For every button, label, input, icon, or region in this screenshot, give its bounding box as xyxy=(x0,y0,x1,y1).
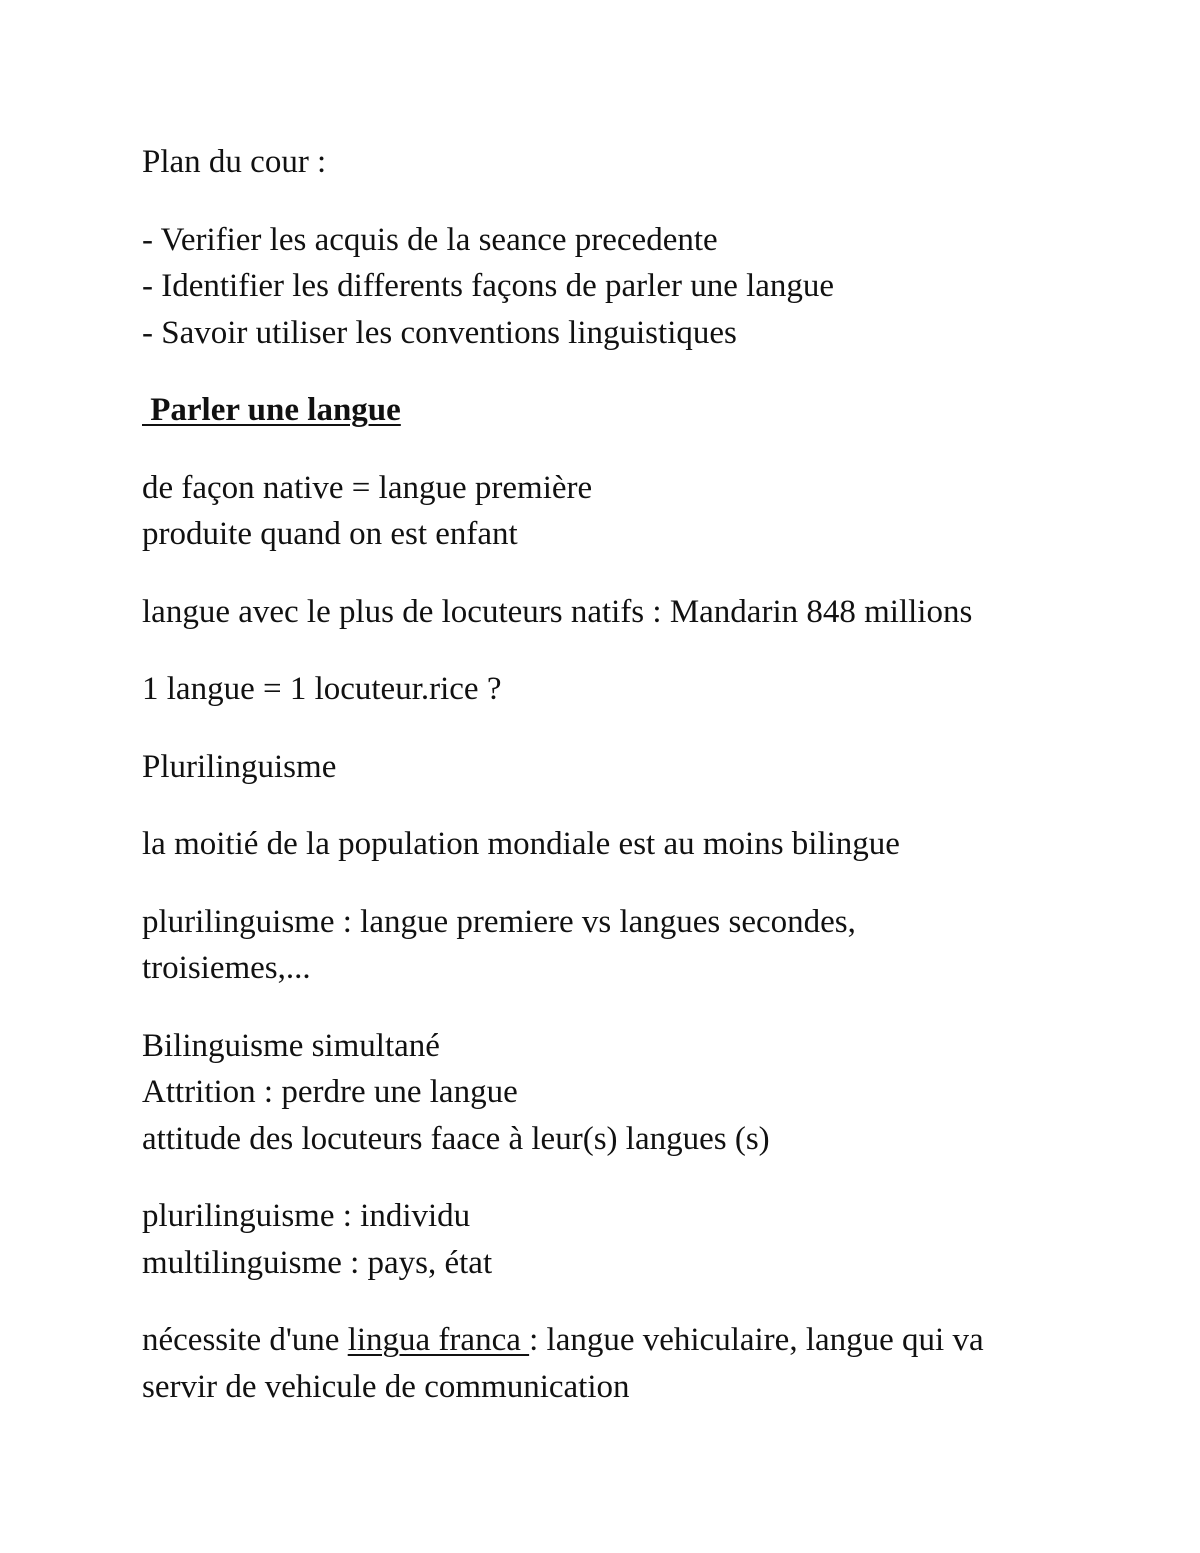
plan-title-paragraph xyxy=(142,139,1102,186)
text-line: multilinguisme : pays, état xyxy=(142,1244,493,1281)
section-heading-paragraph xyxy=(142,387,1102,434)
native-paragraph xyxy=(142,465,1102,558)
individu-paragraph xyxy=(142,1193,1102,1286)
bilinguisme-paragraph xyxy=(142,1023,1102,1163)
text-line: produite quand on est enfant xyxy=(142,516,518,552)
plan-title: Plan du cour : xyxy=(142,144,327,180)
text-fragment: : langue vehiculaire, langue qui va xyxy=(529,1322,984,1358)
plan-item: - Verifier les acquis de la seance precedente xyxy=(142,221,718,258)
plurilinguisme-title-paragraph xyxy=(142,744,1102,791)
plurilinguisme-def-paragraph xyxy=(142,899,1102,992)
lingua-franca-paragraph xyxy=(142,1317,1102,1410)
text-line: 1 langue = 1 locuteur.rice ? xyxy=(142,671,502,707)
text-line: Attrition : perdre une langue xyxy=(142,1074,518,1110)
text-line: troisiemes,... xyxy=(142,950,311,986)
text-line: la moitié de la population mondiale est au moins bilingue xyxy=(142,826,900,862)
half-population-paragraph xyxy=(142,821,1102,868)
text-line: plurilinguisme : individu xyxy=(142,1198,471,1234)
text-line: plurilinguisme : langue premiere vs langues secondes, xyxy=(142,903,856,940)
document-body xyxy=(142,139,1102,1441)
plan-item: - Savoir utiliser les conventions linguistiques xyxy=(142,314,737,351)
text-line: servir de vehicule de communication xyxy=(142,1368,630,1405)
text-line: attitude des locuteurs faace à leur(s) langues (s) xyxy=(142,1120,770,1157)
section-heading: Parler une langue xyxy=(142,392,401,428)
most-speakers-paragraph xyxy=(142,589,1102,636)
plan-list xyxy=(142,217,1102,357)
lingua-franca-term: lingua franca xyxy=(347,1322,530,1358)
text-line: langue avec le plus de locuteurs natifs : Mandarin 848 millions xyxy=(142,593,973,630)
plan-item: - Identifier les differents façons de parler une langue xyxy=(142,268,835,304)
text-line: Plurilinguisme xyxy=(142,748,337,785)
text-fragment: nécessite d'une xyxy=(142,1322,348,1358)
text-line: Bilinguisme simultané xyxy=(142,1027,440,1064)
question-paragraph xyxy=(142,666,1102,713)
text-line: de façon native = langue première xyxy=(142,469,593,506)
